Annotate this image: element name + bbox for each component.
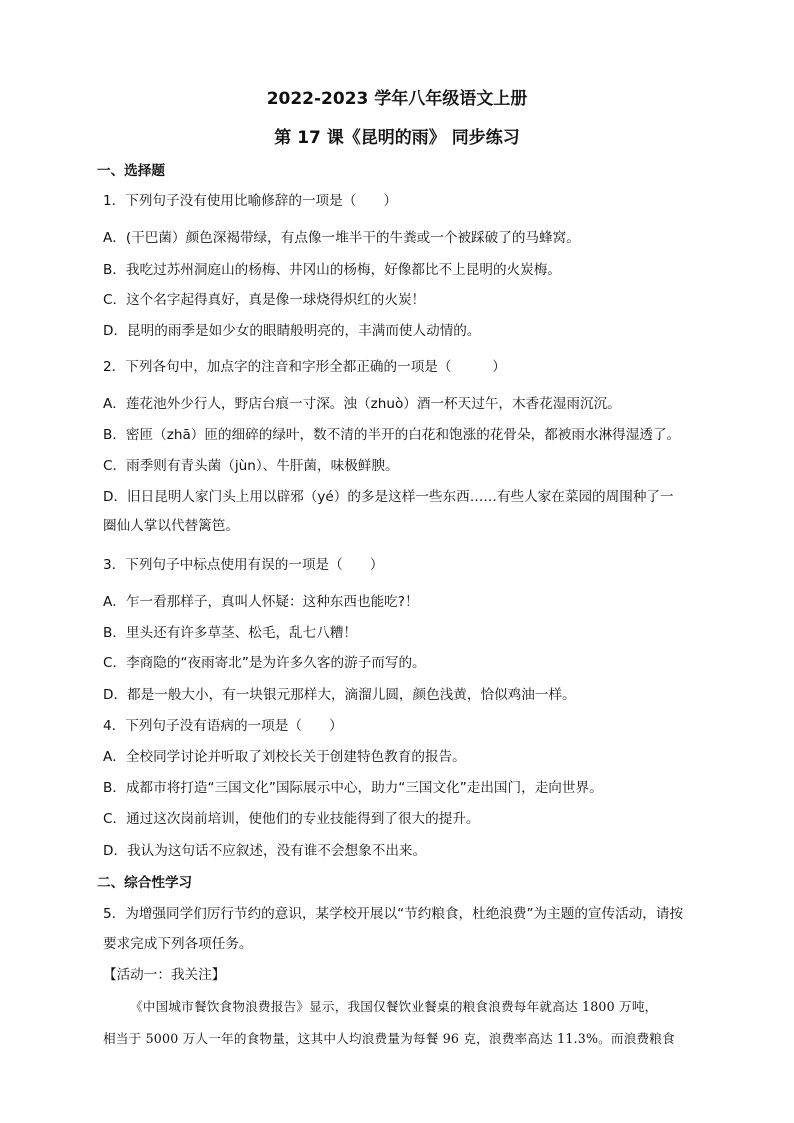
question-3-stem: 3．下列句子中标点使用有误的一项是（ ）: [103, 557, 384, 573]
question-1-option-a: A．(干巴菌）颜色深褐带绿，有点像一堆半干的牛粪或一个被踩破了的马蜂窝。: [103, 230, 580, 246]
question-4-stem: 4．下列句子没有语病的一项是（ ）: [103, 718, 343, 734]
question-1-option-c: C．这个名字起得真好，真是像一球烧得炽红的火炭！: [103, 292, 426, 308]
question-2-stem: 2．下列各句中，加点字的注音和字形全都正确的一项是（ ）: [103, 359, 506, 375]
question-3-option-c: C．李商隐的“夜雨寄北”是为许多久客的游子而写的。: [103, 655, 426, 671]
question-2-option-d-line2: 圈仙人掌以代替篱笆。: [103, 518, 239, 534]
question-1-option-b: B．我吃过苏州洞庭山的杨梅、井冈山的杨梅，好像都比不上昆明的火炭梅。: [103, 262, 561, 278]
passage-line2: 相当于 5000 万人一年的食物量，这其中人均浪费量为每餐 96 克，浪费率高达 11.3%。而浪费粮食: [103, 1031, 675, 1046]
question-2-option-b: B．密匝（zhā）匝的细碎的绿叶，数不清的半开的白花和饱涨的花骨朵，都被雨水淋得湿透了。: [103, 427, 681, 443]
passage-line1: 《中国城市餐饮食物浪费报告》显示，我国仅餐饮业餐桌的粮食浪费每年就高达 1800 万吨，: [130, 999, 658, 1014]
question-1-option-d: D．昆明的雨季是如少女的眼睛般明亮的，丰满而使人动情的。: [103, 323, 481, 339]
doc-title-line2: 第 17 课《昆明的雨》 同步练习: [274, 128, 520, 148]
question-4-option-d: D．我认为这句话不应叙述，没有谁不会想象不出来。: [103, 843, 427, 859]
question-5-stem-line1: 5．为增强同学们厉行节约的意识，某学校开展以“节约粮食，杜绝浪费”为主题的宣传活动，请按: [103, 906, 684, 922]
question-2-option-c: C．雨季则有青头菌（jùn）、牛肝菌，味极鲜腴。: [103, 458, 399, 474]
question-3-option-d: D．都是一般大小，有一块银元那样大，滴溜儿圆，颜色浅黄，恰似鸡油一样。: [103, 687, 576, 703]
question-2-option-a: A．莲花池外少行人，野店台痕一寸深。浊（zhuò）酒一杯天过午，木香花湿雨沉沉。: [103, 396, 621, 412]
question-5-stem-line2: 要求完成下列各项任务。: [103, 936, 253, 952]
doc-title-line1: 2022-2023 学年八年级语文上册: [266, 89, 528, 109]
question-3-option-b: B．里头还有许多草茎、松毛，乱七八糟！: [103, 625, 358, 641]
section-heading-comprehensive: 二、综合性学习: [97, 875, 193, 891]
question-2-option-d-line1: D．旧日昆明人家门头上用以辟邪（yé）的多是这样一些东西……有些人家在菜园的周围种了一: [103, 489, 674, 505]
activity-one-heading: 【活动一：我关注】: [103, 967, 226, 983]
question-4-option-a: A．全校同学讨论并听取了刘校长关于创建特色教育的报告。: [103, 749, 466, 765]
section-heading-choice: 一、选择题: [97, 163, 165, 179]
question-4-option-c: C．通过这次岗前培训，使他们的专业技能得到了很大的提升。: [103, 811, 480, 827]
question-1-stem: 1．下列句子没有使用比喻修辞的一项是（ ）: [103, 193, 398, 209]
question-4-option-b: B．成都市将打造“三国文化”国际展示中心，助力“三国文化”走出国门，走向世界。: [103, 780, 603, 796]
question-3-option-a: A．乍一看那样子，真叫人怀疑：这种东西也能吃?！: [103, 594, 419, 610]
